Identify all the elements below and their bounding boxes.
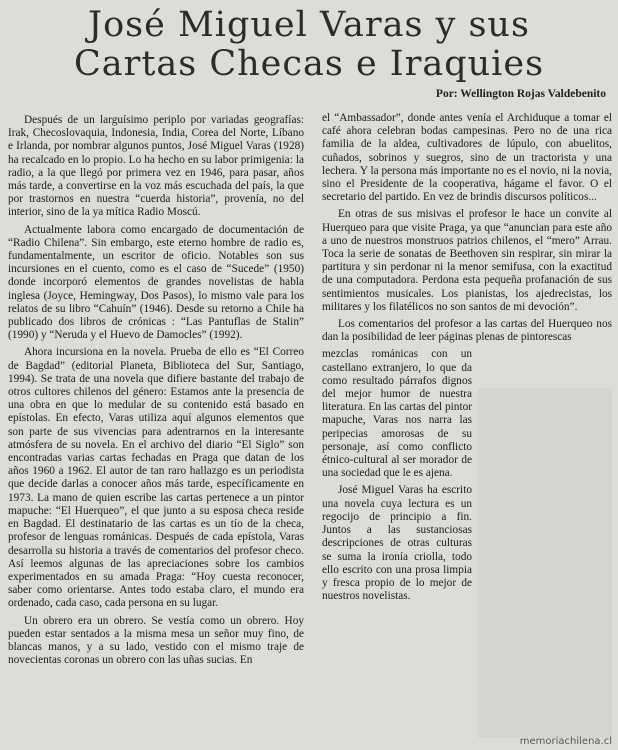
paragraph: Actualmente labora como encargado de documentación de “Radio Chilena”. Sin embargo, este eterno hombre de radio es, fundamentalmente, un escritor de oficio. Notables son sus incursiones en el cuento, como es el caso de “Sucede” (1950) donde incorporó elementos de grandes novelistas de habla inglesa (Joyce, Hemingway, Dos Pasos), lo mismo vale para los relatos de su libro “Cahuín” (1946). Desde su retorno a Chile ha publicado dos libros de crónicas : “Las Pantuflas de Stalin” (1990) y “Neruda y el Huevo de Damocles” (1992).: [8, 223, 304, 342]
paragraph: Un obrero era un obrero. Se vestía como un obrero. Hoy pueden estar sentados a la misma mesa un señor muy fino, de blancas manos, y a su lado, vestido con el mismo traje de novecientas coronas un obrero con las uñas sucias. En: [8, 614, 304, 667]
paragraph: mezclas románicas con un castellano extranjero, lo que da como resultado párrafos dignos del mejor humor de nuestra literatura. En las cartas del pintor mapuche, Varas nos narra las peripecias amorosas de su personaje, así como conflicto étnico-cultural al ser morador de una sociedad que le es ajena.: [322, 348, 472, 480]
site-watermark: memoriachilena.cl: [519, 736, 612, 747]
paragraph: el “Ambassador”, donde antes venía el Archiduque a tomar el café ahora celebran bodas campesinas. Pero no de una rica familia de la aldea, cultivadores de lúpulo, con abuelitos, cuñados, sobrinos y suegros, sino de un tractorista y una lechera. Y la persona más importante no es el novio, ni la novia, sino el Presidente de la cooperativa, hágame el favor. O el secretario del partido. En vez de brindis discursos políticos...: [322, 112, 612, 204]
paragraph: José Miguel Varas ha escrito una novela cuya lectura es un regocijo de principio a fin. Juntos a las sustanciosas descripciones de otras culturas se suma la ironía criolla, todo ello escrito con una prosa limpia y fresca propio de lo mejor de nuestros novelistas.: [322, 484, 472, 603]
paragraph: En otras de sus misivas el profesor le hace un convite al Huerqueo para que visite Praga, ya que “anuncian para este año a uno de nuestros monstruos patrios chilenos, el “mero” Arrau. Toca la serie de sonatas de Beethoven sin respirar, sin mirar la partitura y sin perdonar ni la menor semifusa, con la exactitud de una computadora. Perdona esta pequeña profanación de sus sentimientos musicales. Los pianistas, los ajedrecistas, los militares y los filatélicos no son santos de mi devoción”.: [322, 208, 612, 313]
article-title-line-2: Cartas Checas e Iraquies: [73, 44, 545, 84]
photo-placeholder: [478, 388, 612, 738]
left-column: [8, 114, 304, 671]
paragraph: Después de un larguísimo periplo por variadas geografías: Irak, Checoslovaquia, Indonesia, India, Corea del Norte, Líbano e Irlanda, por nombrar algunos puntos, José Miguel Varas (1928) ha recalcado en lo propio. Lo ha hecho en su labor primigenia: la radio, a la que llegó por primera vez en 1946, para pasar, años más tarde, a convertirse en la voz más escuchada del país, la que por trastornos en nuestra “cuerda historia”, provenía, no del interior, sino de la ya mítica Radio Moscú.: [8, 114, 304, 219]
paragraph: Ahora incursiona en la novela. Prueba de ello es “El Correo de Bagdad” (editorial Planeta, Biblioteca del Sur, Santiago, 1994). Se trata de una novela que difiere bastante del trabajo de otros cultores chilenos del género: Estamos ante la presencia de una obra en que lo medular de su contenido está basado en epístolas. En efecto, Varas utiliza aquí algunos elementos que son parte de sus vivencias para adentrarnos en la interesante atmósfera de su novela. En el archivo del diario “El Siglo” son encontradas varias cartas fechadas en Praga que datan de los años 1960 a 1962. El autor de tan raro hallazgo es un periodista que decide darlas a conocer años más tarde, específicamente en 1973. La mano de quien escribe las cartas pertenece a un pintor mapuche: “El Huerqueo”, el que junto a su esposa checa reside en Bagdad. El destinatario de las cartas es un tío de la checa, profesor de lenguas románicas. Después de cada epístola, Varas desarrolla su historia a través de comentarios del profesor checo. Así leemos algunas de las apreciaciones sobre los cambios experimentados en su amada Praga: “Hoy cuesta reconocer, saber como orientarse. Antes todo estaba claro, el mundo era ordenado, cada caso, cada persona en su lugar.: [8, 346, 304, 610]
article-byline: Por: Wellington Rojas Valdebenito: [435, 88, 606, 100]
paragraph: Los comentarios del profesor a las cartas del Huerqueo nos dan la posibilidad de leer páginas plenas de pintorescas: [322, 318, 612, 344]
article-title-line-1: José Miguel Varas y sus: [88, 5, 530, 45]
